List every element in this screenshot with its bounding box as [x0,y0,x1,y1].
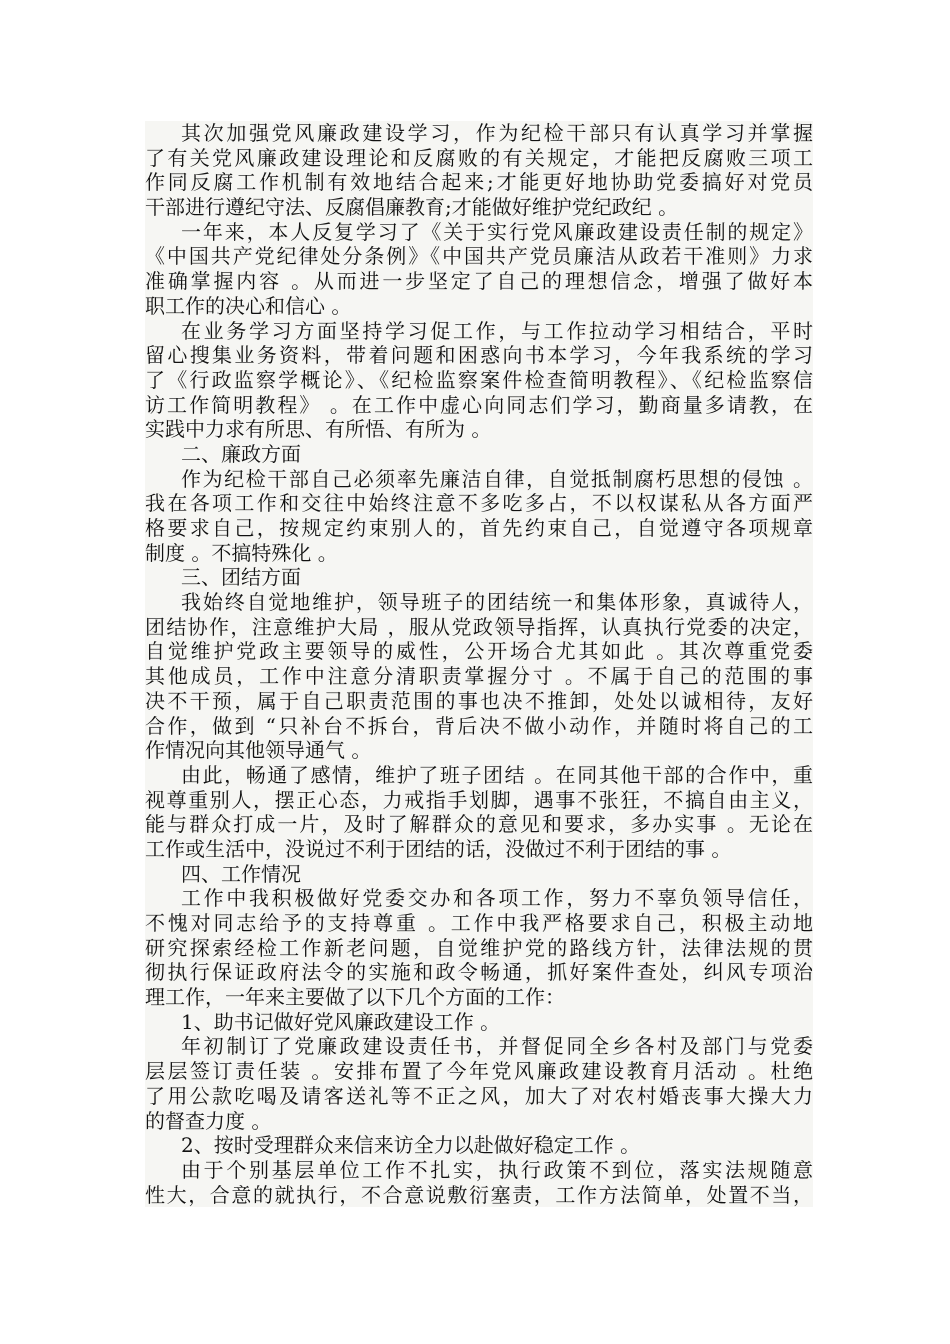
text-line: 年初制订了党廉政建设责任书，并督促同全乡各村及部门与党委 [145,1034,813,1059]
text-line: 工作或生活中，没说过不利于团结的话，没做过不利于团结的事 。 [145,837,813,862]
text-line: 二、廉政方面 [145,442,813,467]
text-line: 三、团结方面 [145,565,813,590]
text-line: 干部进行遵纪守法、反腐倡廉教育;才能做好维护党纪政纪 。 [145,195,813,220]
text-line: 了有关党风廉政建设理论和反腐败的有关规定，才能把反腐败三项工 [145,145,813,170]
text-line: 访工作简明教程》 。在工作中虚心向同志们学习，勤商量多请教，在 [145,392,813,417]
text-line: 的督查力度 。 [145,1109,813,1134]
text-line: 了《行政监察学概论》、《纪检监察案件检查简明教程》、《纪检监察信 [145,367,813,392]
text-line: 制度 。不搞特殊化 。 [145,541,813,566]
text-line: 作情况向其他领导通气 。 [145,738,813,763]
text-line: 层层签订责任装 。安排布置了今年党风廉政建设教育月活动 。杜绝 [145,1059,813,1084]
text-line: 合作，做到 “只补台不拆台，背后决不做小动作，并随时将自己的工 [145,713,813,738]
text-line: 由于个别基层单位工作不扎实，执行政策不到位，落实法规随意 [145,1158,813,1183]
text-line: 1、助书记做好党风廉政建设工作 。 [145,1010,813,1035]
text-line: 研究探索经检工作新老问题，自觉维护党的路线方针，法律法规的贯 [145,935,813,960]
text-line: 我在各项工作和交往中始终注意不多吃多占，不以权谋私从各方面严 [145,491,813,516]
document-body [145,121,813,1207]
text-line: 作为纪检干部自己必须率先廉洁自律，自觉抵制腐朽思想的侵蚀 。 [145,467,813,492]
text-line: 一年来，本人反复学习了《关于实行党风廉政建设责任制的规定》 [145,220,813,245]
text-line: 不愧对同志给予的支持尊重 。工作中我严格要求自己，积极主动地 [145,911,813,935]
text-line: 其次加强党风廉政建设学习，作为纪检干部只有认真学习并掌握 [145,121,813,146]
text-line: 格要求自己，按规定约束别人的，首先约束自己，自觉遵守各项规章 [145,516,813,540]
text-line: 留心搜集业务资料，带着问题和困惑向书本学习，今年我系统的学习 [145,343,813,368]
text-line: 理工作，一年来主要做了以下几个方面的工作： [145,985,813,1010]
text-line: 彻执行保证政府法令的实施和政令畅通，抓好案件查处，纠风专项治 [145,960,813,985]
text-line: 《中国共产党纪律处分条例》《中国共产党员廉洁从政若干准则》力求 [145,244,813,269]
text-line: 我始终自觉地维护，领导班子的团结统一和集体形象，真诚待人， [145,590,813,615]
text-line: 决不干预，属于自己职责范围的事也决不推卸，处处以诚相待，友好 [145,688,813,713]
text-line: 能与群众打成一片，及时了解群众的意见和要求，多办实事 。无论在 [145,812,813,837]
text-line: 工作中我积极做好党委交办和各项工作，努力不辜负领导信任， [145,886,813,911]
text-line: 作同反腐工作机制有效地结合起来;才能更好地协助党委搞好对党员 [145,170,813,195]
text-line: 2、按时受理群众来信来访全力以赴做好稳定工作 。 [145,1133,813,1158]
text-line: 团结协作，注意维护大局 ，服从党政领导指挥，认真执行党委的决定， [145,614,813,639]
text-line: 其他成员，工作中注意分清职责掌握分寸 。不属于自己的范围的事 [145,664,813,689]
text-line: 了用公款吃喝及请客送礼等不正之风，加大了对农村婚丧事大操大力 [145,1083,813,1108]
text-line: 性大，合意的就执行，不合意说敷衍塞责，工作方法简单，处置不当， [145,1182,813,1207]
text-line: 由此，畅通了感情，维护了班子团结 。在同其他干部的合作中，重 [145,763,813,788]
text-line: 视尊重别人，摆正心态，力戒指手划脚，遇事不张狂，不搞自由主义， [145,787,813,812]
text-line: 实践中力求有所思、有所悟、有所为 。 [145,417,813,442]
text-line: 四、工作情况 [145,862,813,887]
text-line: 自觉维护党政主要领导的威性，公开场合尤其如此 。其次尊重党委 [145,639,813,664]
text-line: 准确掌握内容 。从而进一步坚定了自己的理想信念，增强了做好本 [145,269,813,294]
text-line: 职工作的决心和信心 。 [145,294,813,319]
text-line: 在业务学习方面坚持学习促工作，与工作拉动学习相结合，平时 [145,319,813,344]
